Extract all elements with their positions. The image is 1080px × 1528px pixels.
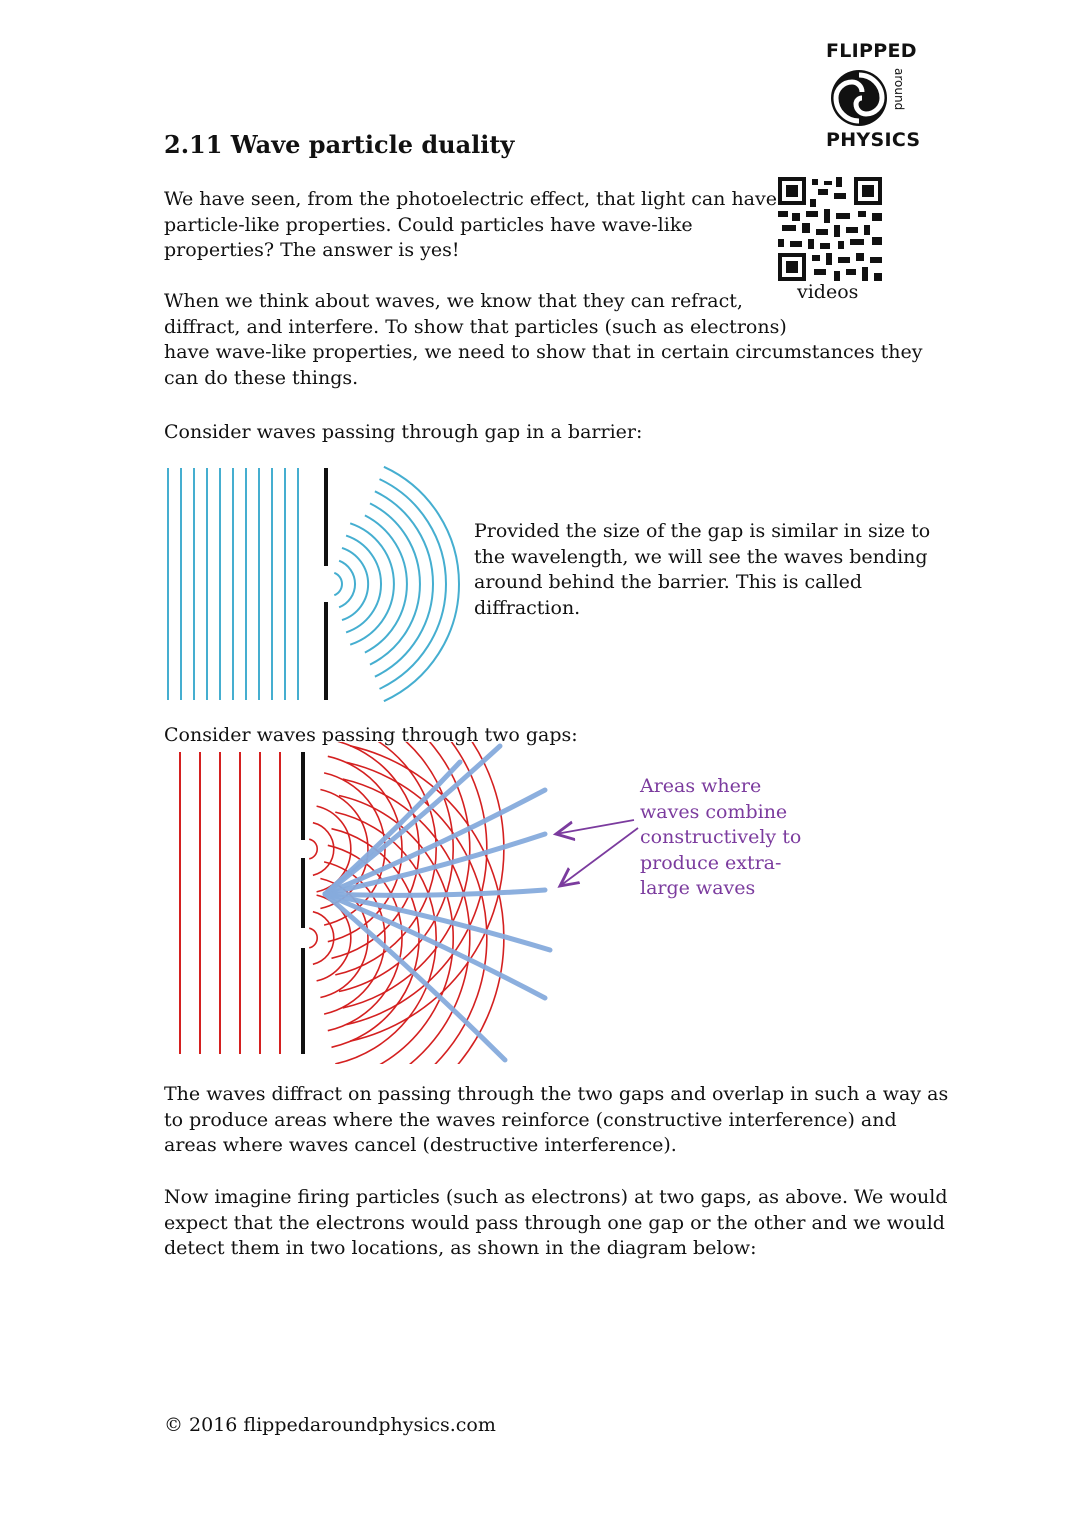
annotation-line: waves combine [640,800,788,823]
text-line: around behind the barrier. This is called [474,571,863,593]
text-line: The waves diffract on passing through the two gaps and overlap in such a way as [164,1083,949,1105]
diffracted-wavefront [370,503,420,664]
logo-top-text: FLIPPED [826,40,917,62]
text-line: Provided the size of the gap is similar in size to [474,520,931,542]
constructive-maxima-line [325,890,545,895]
flipped-around-physics-logo [822,40,921,155]
qr-code-icon[interactable] [778,177,882,281]
annotation-line: Areas where [640,775,762,797]
diffraction-paragraph [474,519,930,621]
annotation-line: produce extra- [640,851,782,874]
spiral-logo-icon [828,67,890,129]
text-line: properties? The answer is yes! [164,239,460,261]
waves-paragraph [164,289,922,391]
annotation-arrows [540,800,650,900]
text-line: expect that the electrons would pass through one gap or the other and we would [164,1211,945,1234]
interference-wavefront [313,912,334,965]
logo-bottom-text: PHYSICS [826,129,921,151]
interference-wavefront [309,839,317,859]
diffracted-wavefront [375,491,433,676]
arrow-upper-icon [556,820,634,834]
text-line: particle-like properties. Could particles have wave-like [164,213,693,236]
text-line: the wavelength, we will see the waves bending [474,545,928,568]
particles-paragraph [164,1185,948,1262]
page-title: 2.11 Wave particle duality [164,130,515,159]
two-gaps-intro: Consider waves passing through two gaps: [164,724,578,746]
single-gap-intro: Consider waves passing through gap in a barrier: [164,421,643,443]
text-line: can do these things. [164,366,359,389]
text-line: detect them in two locations, as shown in the diagram below: [164,1237,757,1259]
intro-paragraph [164,187,777,264]
diffracted-wavefront [384,467,459,701]
text-line: diffract, and interfere. To show that particles (such as electrons) [164,315,787,338]
diffracted-wavefront [334,573,342,595]
arrow-lower-icon [560,828,638,886]
text-line: diffraction. [474,596,581,619]
text-line: When we think about waves, we know that they can refract, [164,290,743,312]
constructive-maxima-line [325,894,545,998]
text-line: areas where waves cancel (destructive interference). [164,1134,677,1156]
text-line: Now imagine firing particles (such as electrons) at two gaps, as above. We would [164,1186,948,1208]
annotation-line: large waves [640,877,756,899]
text-line: have wave-like properties, we need to show that in certain circumstances they [164,341,923,363]
interference-wavefront [313,823,334,876]
interference-wavefront [309,928,317,948]
double-slit-interference-diagram [160,742,580,1064]
text-line: We have seen, from the photoelectric effect, that light can have [164,188,777,210]
logo-side-text: around [892,68,906,111]
constructive-annotation [640,774,801,902]
qr-label: videos [797,281,859,303]
text-line: to produce areas where the waves reinforce (constructive interference) and [164,1108,897,1131]
copyright-footer: © 2016 flippedaroundphysics.com [164,1414,496,1436]
interference-paragraph [164,1082,948,1159]
annotation-line: constructively to [640,826,802,848]
single-slit-diffraction-diagram [160,462,470,702]
diffracted-wavefront [346,536,381,633]
